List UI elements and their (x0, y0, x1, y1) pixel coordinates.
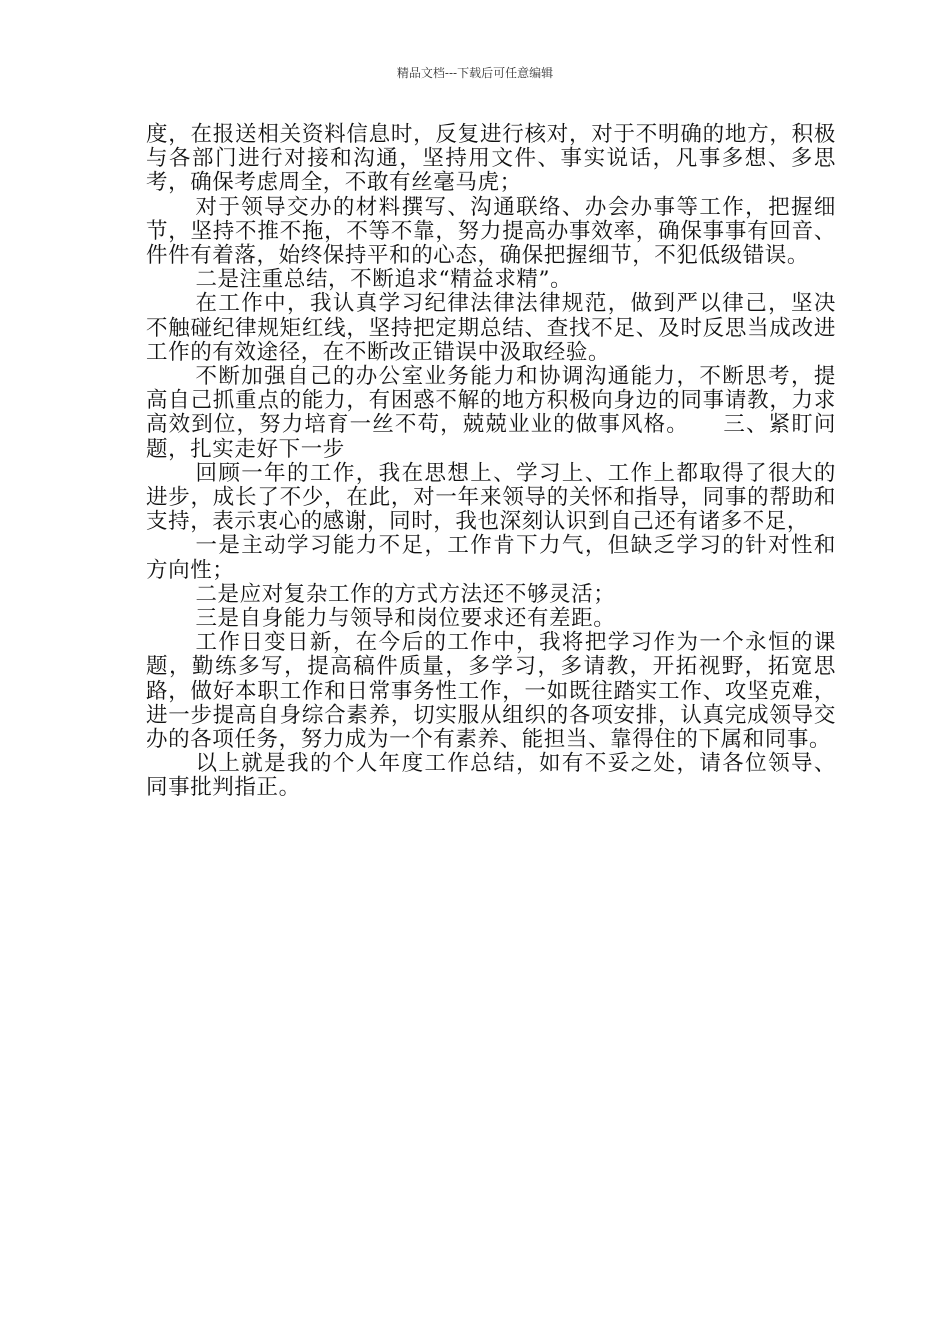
section-heading: 二是注重总结，不断追求“精益求精”。 (195, 267, 573, 293)
list-item: 三是自身能力与领导和岗位要求还有差距。 (195, 606, 616, 632)
document-body (146, 123, 836, 801)
paragraph: 不断加强自己的办公室业务能力和协调沟通能力，不断思考，提高自己抓重点的能力，有困惑不解的地方积极向身边的同事请教，力求高效到位，努力培育一丝不苟，兢兢业业的做事风格。 三、紧盯问题，扎实走好下一步 (146, 364, 836, 462)
list-item: 二是应对复杂工作的方式方法还不够灵活； (195, 581, 616, 607)
paragraph: 工作日变日新，在今后的工作中，我将把学习作为一个永恒的课题，勤练多写，提高稿件质量，多学习，多请教，开拓视野，拓宽思路，做好本职工作和日常事务性工作，一如既往踏实工作、攻坚克难，进一步提高自身综合素养，切实服从组织的各项安排，认真完成领导交办的各项任务，努力成为一个有素养、能担当、靠得住的下属和同事。 (146, 630, 836, 753)
paragraph: 在工作中，我认真学习纪律法律法律规范，做到严以律己，坚决不触碰纪律规矩红线，坚持把定期总结、查找不足、及时反思当成改进工作的有效途径，在不断改正错误中汲取经验。 (146, 291, 836, 365)
page-header: 精品文档---下载后可任意编辑 (396, 66, 554, 80)
list-item: 一是主动学习能力不足，工作肯下力气，但缺乏学习的针对性和方向性； (146, 533, 836, 583)
closing-paragraph: 以上就是我的个人年度工作总结，如有不妥之处，请各位领导、同事批判指正。 (146, 751, 836, 801)
paragraph: 对于领导交办的材料撰写、沟通联络、办会办事等工作，把握细节，坚持不推不拖，不等不靠，努力提高办事效率，确保事事有回音、件件有着落，始终保持平和的心态，确保把握细节，不犯低级错误。 (146, 194, 836, 269)
paragraph: 度，在报送相关资料信息时，反复进行核对，对于不明确的地方，积极与各部门进行对接和沟通，坚持用文件、事实说话，凡事多想、多思考，确保考虑周全，不敢有丝毫马虎； (146, 122, 836, 196)
paragraph: 回顾一年的工作，我在思想上、学习上、工作上都取得了很大的进步，成长了不少，在此，对一年来领导的关怀和指导，同事的帮助和支持，表示衷心的感谢，同时，我也深刻认识到自己还有诸多不足， (146, 460, 836, 535)
